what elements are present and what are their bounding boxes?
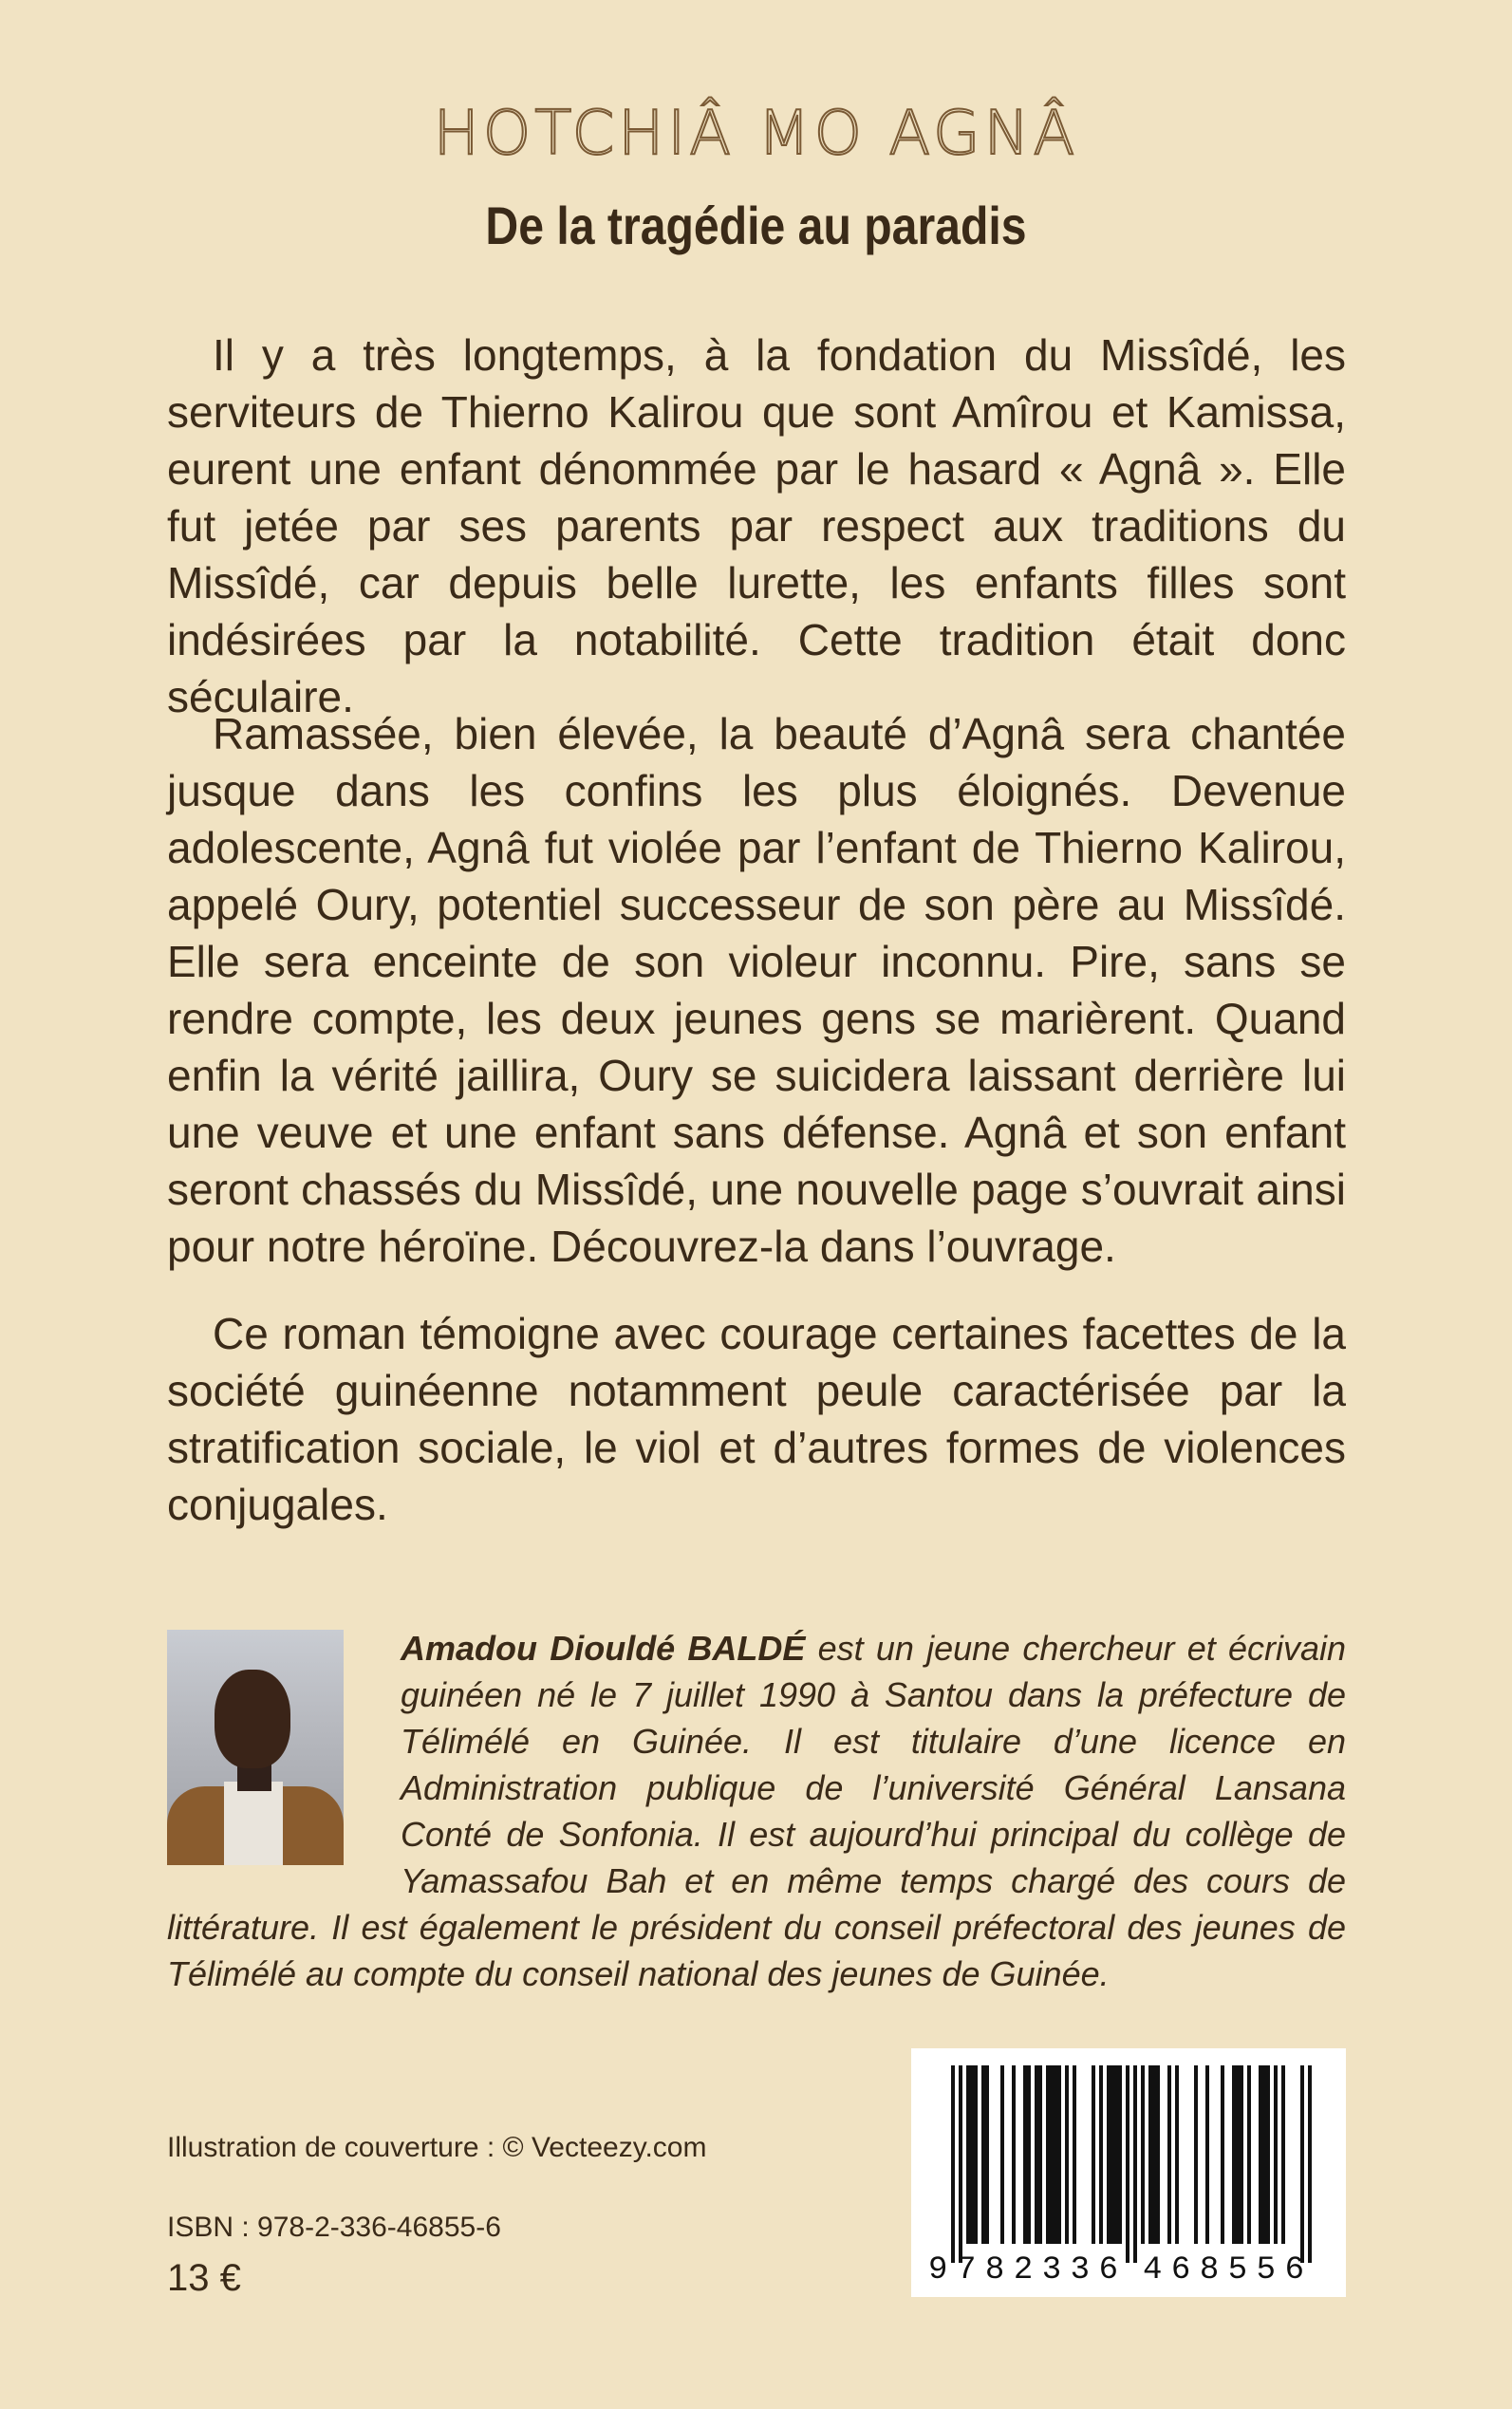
- barcode-bar: [1152, 2065, 1156, 2244]
- barcode-bar: [1073, 2065, 1076, 2244]
- barcode-bar: [1308, 2065, 1312, 2263]
- barcode-bar: [951, 2065, 955, 2263]
- barcode: [911, 2048, 1346, 2297]
- author-name: Amadou Diouldé BALDÉ: [401, 1629, 806, 1668]
- barcode-bar: [1038, 2065, 1042, 2244]
- barcode-bar: [1262, 2065, 1266, 2244]
- author-bio: est un jeune chercheur et écrivain guinéen né le 7 juillet 1990 à Santou dans la préfecture de Télimélé en Guinée. Il est titulaire d’une licence en Administration publique de l’université Général Lansana Conté de Sonfonia. Il est aujourd’hui principal du collège de Yamassafou Bah et en même temps chargé des cours de littérature. Il est également le président du conseil préfectoral des jeunes de Télimélé au compte du conseil national des jeunes de Guinée.: [167, 1629, 1346, 1993]
- barcode-bar: [981, 2065, 985, 2244]
- barcode-bar: [1141, 2065, 1145, 2244]
- barcode-bar: [1274, 2065, 1278, 2244]
- barcode-digits-right: 468556: [1143, 2252, 1304, 2288]
- summary-paragraph-3: Ce roman témoigne avec courage certaines facettes de la société guinéenne notamment peule caractérisée par la stratification sociale, le viol et d’autres formes de violences conjugales.: [167, 1309, 1346, 1529]
- book-title: HOTCHIÂ MO AGNÂ: [433, 99, 1079, 169]
- barcode-bars: [951, 2065, 1312, 2263]
- barcode-bar: [1247, 2065, 1251, 2244]
- barcode-bar: [1232, 2065, 1236, 2244]
- barcode-bar: [1107, 2065, 1111, 2244]
- barcode-bar: [1194, 2065, 1198, 2244]
- barcode-bar: [1000, 2065, 1004, 2244]
- barcode-bar: [1148, 2065, 1152, 2244]
- price: 13 €: [167, 2257, 241, 2299]
- barcode-bar: [974, 2065, 978, 2244]
- barcode-bar: [1065, 2065, 1069, 2244]
- illustration-credit: Illustration de couverture : © Vecteezy.com: [167, 2132, 707, 2163]
- barcode-bar: [1099, 2065, 1103, 2244]
- barcode-bar: [966, 2065, 970, 2244]
- barcode-digit-first: 9: [928, 2252, 948, 2288]
- barcode-bar: [1221, 2065, 1224, 2244]
- barcode-bar: [985, 2065, 989, 2244]
- barcode-bar: [1054, 2065, 1057, 2244]
- barcode-graphic: [911, 2048, 1346, 2297]
- barcode-bar: [959, 2065, 962, 2263]
- barcode-bar: [1050, 2065, 1054, 2244]
- barcode-bar: [1027, 2065, 1031, 2244]
- barcode-bar: [1126, 2065, 1129, 2263]
- barcode-bar: [1266, 2065, 1270, 2244]
- barcode-bar: [1236, 2065, 1240, 2244]
- barcode-bar: [1240, 2065, 1243, 2244]
- barcode-bar: [1114, 2065, 1118, 2244]
- barcode-bar: [970, 2065, 974, 2244]
- barcode-bar: [1175, 2065, 1179, 2244]
- barcode-bar: [1156, 2065, 1160, 2244]
- summary-paragraph-2: Ramassée, bien élevée, la beauté d’Agnâ sera chantée jusque dans les confins les plus éloignés. Devenue adolescente, Agnâ fut violée par l’enfant de Thierno Kalirou, appelé Oury, potentiel successeur de son père au Missîdé. Elle sera enceinte de son violeur inconnu. Pire, sans se rendre compte, les deux jeunes gens se marièrent. Quand enfin la vérité jaillira, Oury se suicidera laissant derrière lui une veuve et une enfant sans défense. Agnâ et son enfant seront chassés du Missîdé, une nouvelle page s’ouvrait ainsi pour notre héroïne. Découvrez-la dans l’ouvrage.: [167, 709, 1346, 1271]
- barcode-bar: [1205, 2065, 1209, 2244]
- barcode-bar: [1057, 2065, 1061, 2244]
- author-bio-block: [167, 1625, 1346, 1997]
- barcode-bar: [1111, 2065, 1114, 2244]
- barcode-bar: [1012, 2065, 1016, 2244]
- summary-paragraph-1: Il y a très longtemps, à la fondation du Missîdé, les serviteurs de Thierno Kalirou que sont Amîrou et Kamissa, eurent une enfant dénommée par le hasard « Agnâ ». Elle fut jetée par ses parents par respect aux traditions du Missîdé, car depuis belle lurette, les enfants filles sont indésirées par la notabilité. Cette tradition était donc séculaire.: [167, 330, 1346, 721]
- barcode-bar: [1167, 2065, 1171, 2244]
- barcode-bar: [1133, 2065, 1137, 2263]
- isbn: ISBN : 978-2-336-46855-6: [167, 2212, 501, 2243]
- barcode-bar: [1035, 2065, 1038, 2244]
- barcode-bar: [1300, 2065, 1304, 2263]
- barcode-bar: [1281, 2065, 1285, 2244]
- barcode-digits-left: 782336: [957, 2252, 1118, 2288]
- barcode-bar: [1118, 2065, 1122, 2244]
- barcode-bar: [1023, 2065, 1027, 2244]
- barcode-bar: [1092, 2065, 1095, 2244]
- book-subtitle: De la tragédie au paradis: [485, 196, 1027, 255]
- barcode-bar: [1046, 2065, 1050, 2244]
- author-photo: [167, 1630, 344, 1865]
- barcode-bar: [1259, 2065, 1262, 2244]
